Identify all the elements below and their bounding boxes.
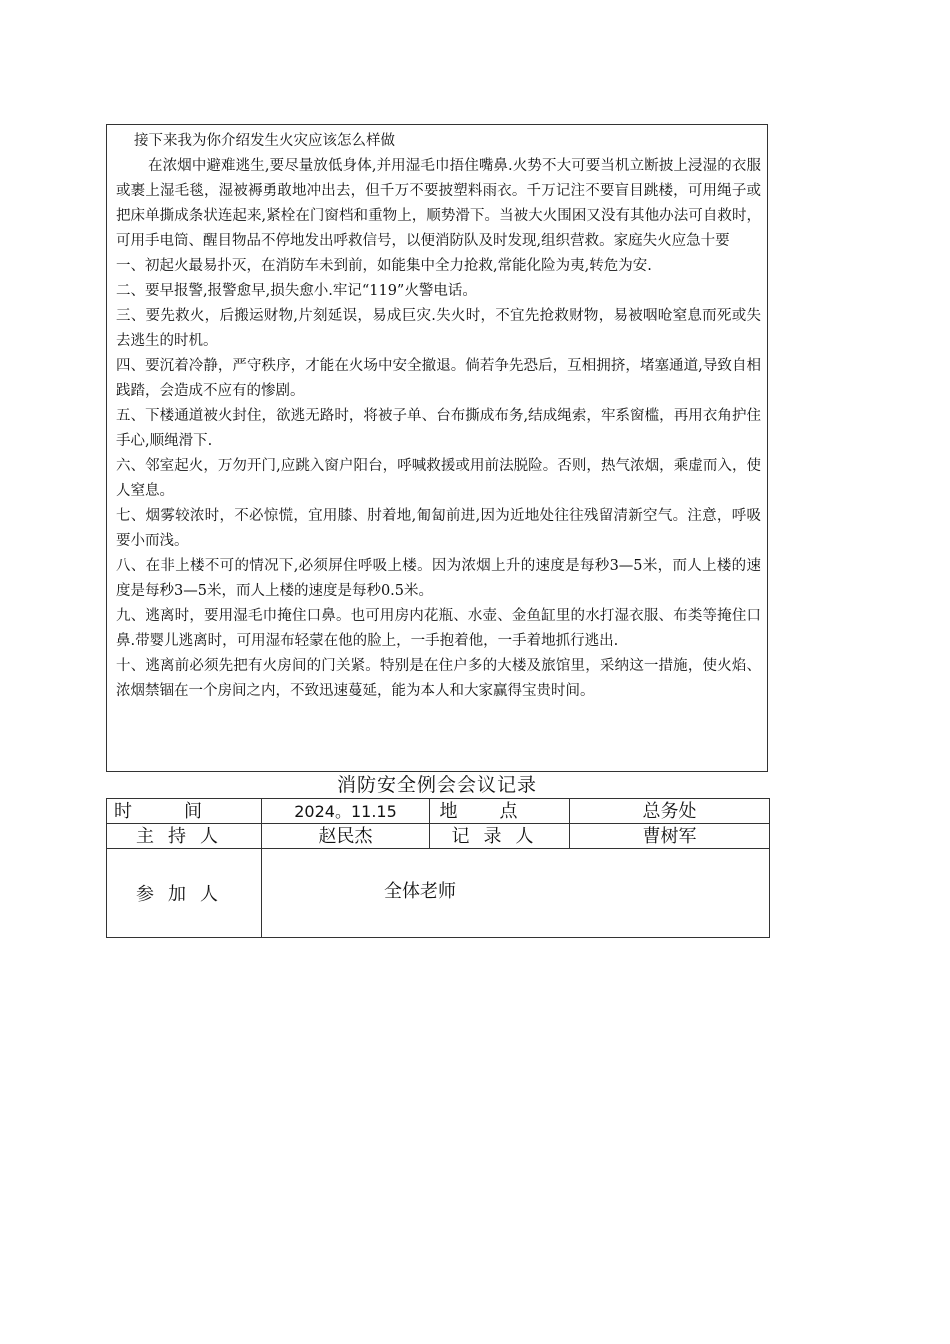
meeting-record-table — [106, 798, 770, 938]
fire-safety-content-box — [106, 124, 768, 772]
list-item: 十、逃离前必须先把有火房间的门关紧。特别是在住户多的大楼及旅馆里，采纳这一措施，使火焰、浓烟禁锢在一个房间之内，不致迅速蔓延，能为本人和大家赢得宝贵时间。 — [116, 658, 761, 699]
recorder-label: 记录人 — [430, 824, 570, 849]
attendees-label: 参加人 — [107, 849, 262, 938]
place-value: 总务处 — [570, 799, 770, 824]
place-label: 地点 — [430, 799, 570, 824]
list-item: 五、下楼通道被火封住，欲逃无路时，将被子单、台布撕成布务,结成绳索，牢系窗槛，再用衣角护住手心,顺绳滑下. — [116, 408, 761, 449]
list-item: 七、烟雾较浓时，不必惊慌，宜用膝、肘着地,匍匐前进,因为近地处往往残留清新空气。注意，呼吸要小而浅。 — [116, 508, 761, 549]
host-value: 赵民杰 — [262, 824, 430, 849]
table-row — [107, 849, 770, 938]
record-title: 消防安全例会会议记录 — [336, 774, 537, 796]
lead-line: 接下来我为你介绍发生火灾应该怎么样做 — [134, 133, 395, 149]
time-value: 2024。11.15 — [262, 799, 430, 824]
attendees-value: 全体老师 — [262, 849, 770, 938]
table-row — [107, 824, 770, 849]
time-label: 时间 — [107, 799, 262, 824]
list-item: 三、要先救火，后搬运财物,片刻延误，易成巨灾.失火时，不宜先抢救财物，易被咽呛窒息而死或失去逃生的时机。 — [116, 308, 761, 349]
recorder-value: 曹树军 — [570, 824, 770, 849]
list-item: 一、初起火最易扑灭，在消防车未到前，如能集中全力抢救,常能化险为夷,转危为安. — [116, 258, 652, 274]
list-item: 四、要沉着冷静，严守秩序，才能在火场中安全撤退。倘若争先恐后，互相拥挤，堵塞通道,导致自相践踏，会造成不应有的惨剧。 — [116, 358, 761, 399]
content-paragraph: 在浓烟中避难逃生,要尽量放低身体,并用湿毛巾捂住嘴鼻.火势不大可要当机立断披上浸湿的衣服或裹上湿毛毯，湿被褥勇敢地冲出去，但千万不要披塑料雨衣。千万记注不要盲目跳楼，可用绳子或把床单撕成条状连起来,紧栓在门窗档和重物上，顺势滑下。当被大火围困又没有其他办法可自救时，可用手电筒、醒目物品不停地发出呼救信号，以便消防队及时发现,组织营救。家庭失火应急十要 — [116, 158, 761, 249]
list-item: 九、逃离时，要用湿毛巾掩住口鼻。也可用房内花瓶、水壶、金鱼缸里的水打湿衣服、布类等掩住口鼻.带婴儿逃离时，可用湿布轻蒙在他的脸上，一手抱着他，一手着地抓行逃出. — [116, 608, 761, 649]
list-item: 八、在非上楼不可的情况下,必须屏住呼吸上楼。因为浓烟上升的速度是每秒3—5米，而人上楼的速度是每秒3—5米，而人上楼的速度是每秒0.5米。 — [116, 558, 761, 599]
host-label: 主持人 — [107, 824, 262, 849]
list-item: 二、要早报警,报警愈早,损失愈小.牢记“119”火警电话。 — [116, 283, 477, 299]
table-row — [107, 799, 770, 824]
list-item: 六、邻室起火，万勿开门,应跳入窗户阳台，呼喊救援或用前法脱险。否则，热气浓烟，乘虚而入，使人窒息。 — [116, 458, 761, 499]
